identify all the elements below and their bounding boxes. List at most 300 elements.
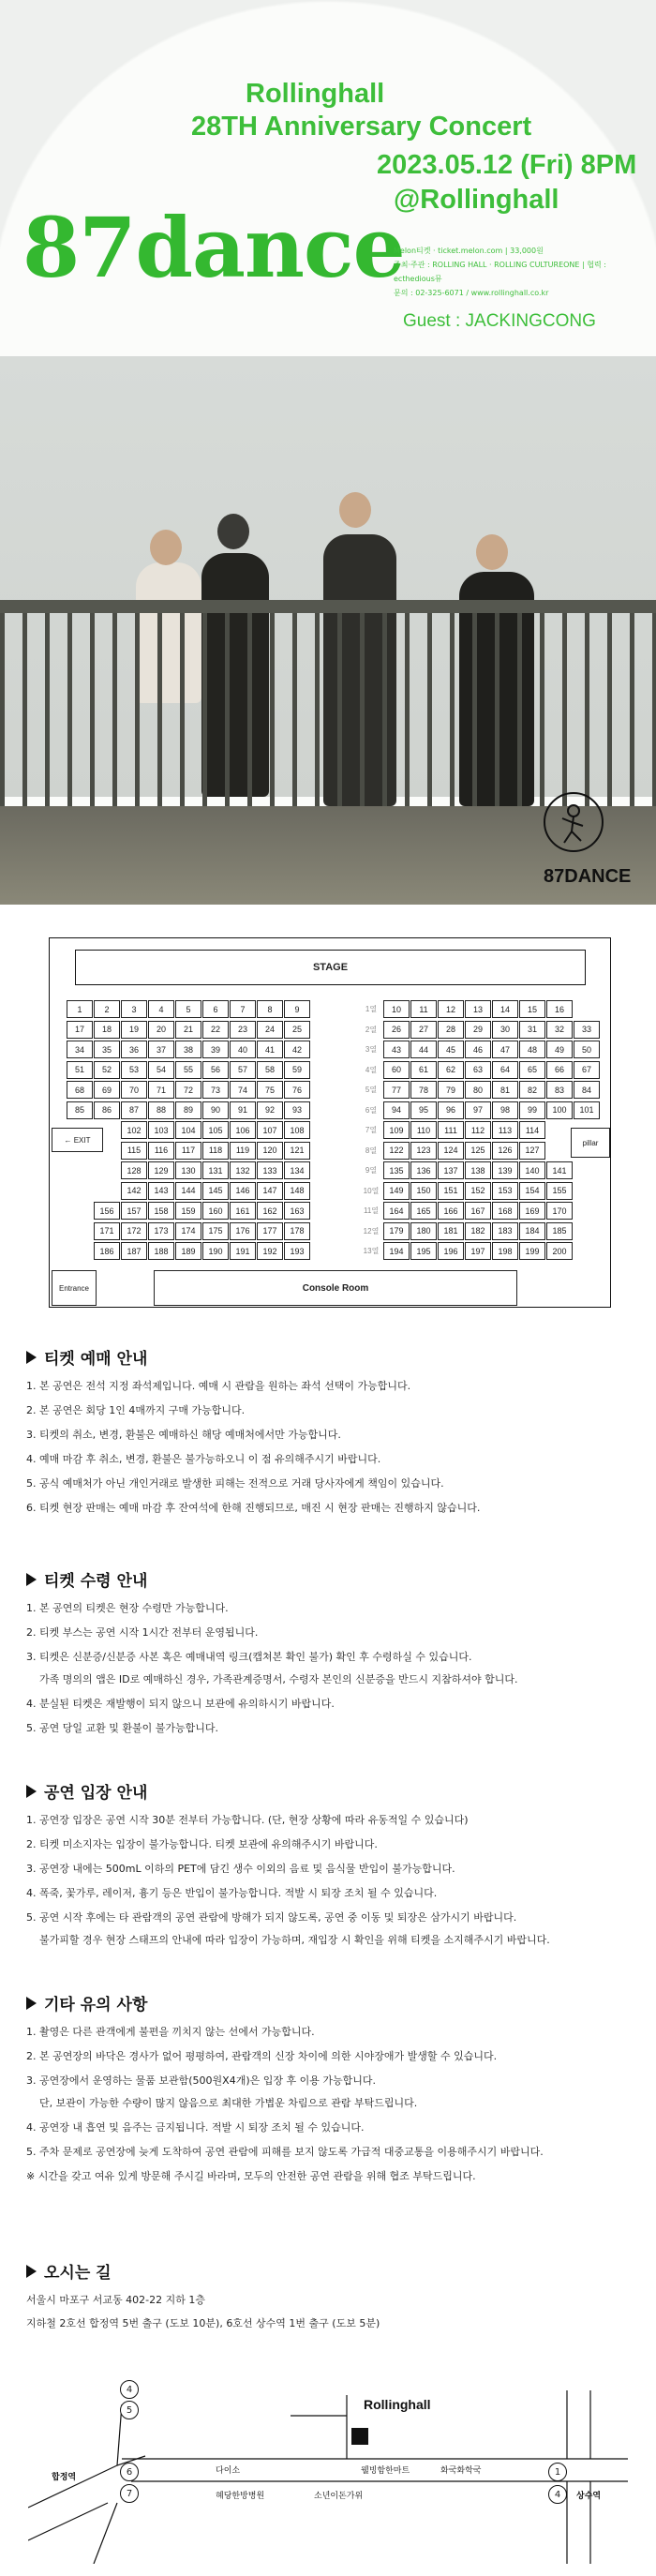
seat: 92 (257, 1101, 283, 1119)
seat: 86 (94, 1101, 120, 1119)
hapjeong-station: 합정역 (52, 2473, 77, 2482)
seat: 187 (121, 1242, 147, 1260)
seat: 23 (230, 1021, 256, 1039)
row-label: 10열 (363, 1186, 380, 1195)
seat: 134 (284, 1161, 310, 1179)
seat: 191 (230, 1242, 256, 1260)
seat: 30 (492, 1021, 518, 1039)
seat: 63 (465, 1061, 491, 1079)
notice-item: 3. 티켓의 취소, 변경, 환불은 예매하신 해당 예매처에서만 가능합니다. (26, 1429, 341, 1441)
seat: 126 (492, 1142, 518, 1160)
seat: 160 (202, 1202, 229, 1220)
seat: 19 (121, 1021, 147, 1039)
notice-item: 2. 본 공연장의 바닥은 경사가 없어 평평하여, 관람객의 신장 차이에 의한 시야장애가 발생할 수 있습니다. (26, 2050, 498, 2062)
notice-item-continuation: 가족 명의의 앱은 ID로 예매하신 경우, 가족관계증명서, 수령자 본인의 신분증을 반드시 지참하셔야 합니다. (39, 1673, 518, 1685)
poster-contact-info: 문의 : 02-325-6071 / www.rollinghall.co.kr (394, 289, 549, 297)
seat: 136 (410, 1161, 437, 1179)
seat: 186 (94, 1242, 120, 1260)
notice-item: 4. 예매 마감 후 취소, 변경, 환불은 불가능하오니 이 점 유의해주시기 바랍니다. (26, 1453, 381, 1465)
seat: 158 (148, 1202, 174, 1220)
seat: 84 (574, 1081, 600, 1099)
seat: 59 (284, 1061, 310, 1079)
seat: 123 (410, 1142, 437, 1160)
section-title (26, 2259, 635, 2283)
seat: 33 (574, 1021, 600, 1039)
row-label: 13열 (363, 1247, 380, 1255)
mart-label: 웰빙함한마트 (361, 2466, 410, 2476)
seat: 168 (492, 1202, 518, 1220)
seat: 198 (492, 1242, 518, 1260)
seat: 95 (410, 1101, 437, 1119)
seat: 57 (230, 1061, 256, 1079)
seat: 155 (546, 1182, 573, 1200)
seat: 93 (284, 1101, 310, 1119)
poster-host-info: 주최·주관 : ROLLING HALL · ROLLING CULTUREONE | 협력 : ecthedious뮤 (394, 261, 606, 283)
seat: 105 (202, 1121, 229, 1139)
seat: 58 (257, 1061, 283, 1079)
exit-4-right-marker: 4 (548, 2485, 567, 2504)
seat: 11 (410, 1000, 437, 1018)
poster-ticket-info: Melon티켓 · ticket.melon.com | 33,000원 (394, 247, 544, 255)
seat: 150 (410, 1182, 437, 1200)
seat: 43 (383, 1041, 410, 1058)
section-title (26, 1567, 635, 1591)
seat: 40 (230, 1041, 256, 1058)
exit-4-marker: 4 (120, 2380, 139, 2399)
seat: 117 (175, 1142, 201, 1160)
notice-item: 3. 공연장에서 운영하는 물품 보관함(500원X4개)은 입장 후 이용 가능합니다. 단, 보관이 가능한 수량이 많지 않음으로 최대한 가볍운 차림으로 관람 부탁드립니다. (26, 2073, 635, 2111)
seat: 35 (94, 1041, 120, 1058)
seat: 47 (492, 1041, 518, 1058)
row-label: 7열 (365, 1126, 378, 1134)
seat: 148 (284, 1182, 310, 1200)
seat: 180 (410, 1222, 437, 1240)
notice-item: 3. 공연장 내에는 500mL 이하의 PET에 담긴 생수 이외의 음료 및 음식물 반입이 불가능합니다. (26, 1863, 455, 1875)
daiso-label: 다이소 (216, 2466, 241, 2476)
poster-venue-title: Rollinghall (246, 79, 385, 109)
hospital-label: 혜당한방병원 (216, 2492, 265, 2501)
row-label: 1열 (365, 1005, 378, 1013)
location-map (28, 2376, 628, 2564)
poster-location: @Rollinghall (394, 185, 559, 215)
pharmacy-label: 화국화학국 (440, 2466, 482, 2476)
seat: 182 (465, 1222, 491, 1240)
seat: 68 (67, 1081, 93, 1099)
seat: 37 (148, 1041, 174, 1058)
seat: 51 (67, 1061, 93, 1079)
notice-item: 1. 본 공연은 전석 지정 좌석제입니다. 예매 시 관람을 원하는 좌석 선택이 가능합니다. (26, 1380, 411, 1392)
subway-info: 지하철 2호선 합정역 5번 출구 (도보 10분), 6호선 상수역 1번 출구 (도보 5분) (26, 2317, 380, 2329)
seat: 111 (438, 1121, 464, 1139)
seat: 7 (230, 1000, 256, 1018)
exit-1-marker: 1 (548, 2463, 567, 2481)
seat: 18 (94, 1021, 120, 1039)
poster-info-block (394, 244, 642, 300)
seat: 69 (94, 1081, 120, 1099)
exit-6-marker: 6 (120, 2463, 139, 2481)
rollinghall-marker: Rollinghall (364, 2397, 431, 2412)
notice-item: 5. 공식 예매처가 아닌 개인거래로 발생한 피해는 전적으로 거래 당사자에게 책임이 있습니다. (26, 1477, 444, 1490)
section-list (26, 2024, 635, 2160)
seat: 192 (257, 1242, 283, 1260)
seat: 172 (121, 1222, 147, 1240)
entrance: Entrance (52, 1270, 97, 1306)
seat: 103 (148, 1121, 174, 1139)
seat: 145 (202, 1182, 229, 1200)
poster-artist-name: 87dance (22, 199, 405, 296)
seat: 110 (410, 1121, 437, 1139)
seat: 2 (94, 1000, 120, 1018)
triangle-bullet-icon (26, 1997, 37, 2010)
seat: 85 (67, 1101, 93, 1119)
triangle-bullet-icon (26, 2265, 37, 2278)
seat: 62 (438, 1061, 464, 1079)
seat: 176 (230, 1222, 256, 1240)
seat: 167 (465, 1202, 491, 1220)
seat: 36 (121, 1041, 147, 1058)
seat: 27 (410, 1021, 437, 1039)
address-block (26, 2292, 635, 2331)
seat: 122 (383, 1142, 410, 1160)
seat: 173 (148, 1222, 174, 1240)
seat: 4 (148, 1000, 174, 1018)
seat: 154 (519, 1182, 545, 1200)
seat: 153 (492, 1182, 518, 1200)
seat: 67 (574, 1061, 600, 1079)
ticket-booking-section (26, 1345, 635, 1524)
seat: 52 (94, 1061, 120, 1079)
seat: 185 (546, 1222, 573, 1240)
notice-item: 4. 공연장 내 흡연 및 음주는 금지됩니다. 적발 시 퇴장 조치 될 수 있습니다. (26, 2121, 365, 2134)
seat: 34 (67, 1041, 93, 1058)
seat: 166 (438, 1202, 464, 1220)
seat: 42 (284, 1041, 310, 1058)
seat: 115 (121, 1142, 147, 1160)
seat: 194 (383, 1242, 410, 1260)
seat: 31 (519, 1021, 545, 1039)
seat: 73 (202, 1081, 229, 1099)
ticket-pickup-section (26, 1567, 635, 1745)
seat: 61 (410, 1061, 437, 1079)
seat: 60 (383, 1061, 410, 1079)
seat: 77 (383, 1081, 410, 1099)
seat: 132 (230, 1161, 256, 1179)
seat: 137 (438, 1161, 464, 1179)
notice-item: 5. 공연 당일 교환 및 환불이 불가능합니다. (26, 1722, 218, 1734)
seat: 38 (175, 1041, 201, 1058)
seat: 139 (492, 1161, 518, 1179)
section-title (26, 1991, 635, 2014)
pillar: pillar (571, 1128, 610, 1158)
seat: 16 (546, 1000, 573, 1018)
seat: 45 (438, 1041, 464, 1058)
seat: 143 (148, 1182, 174, 1200)
seat: 64 (492, 1061, 518, 1079)
seat: 98 (492, 1101, 518, 1119)
seat: 94 (383, 1101, 410, 1119)
notice-item-continuation: 단, 보관이 가능한 수량이 많지 않음으로 최대한 가볍운 차림으로 관람 부탁드립니다. (39, 2097, 418, 2109)
row-label: 3열 (365, 1045, 378, 1054)
directions-section (26, 2259, 635, 2339)
seat: 128 (121, 1161, 147, 1179)
seat: 22 (202, 1021, 229, 1039)
seat: 171 (94, 1222, 120, 1240)
seat: 3 (121, 1000, 147, 1018)
restaurant-label: 소년이돈가위 (314, 2492, 364, 2501)
concert-poster (0, 0, 656, 905)
seat: 178 (284, 1222, 310, 1240)
dancing-figure-logo-icon (544, 792, 604, 852)
seat: 189 (175, 1242, 201, 1260)
seat: 97 (465, 1101, 491, 1119)
section-title (26, 1345, 635, 1369)
notice-item: 1. 촬영은 다른 관객에게 불편을 끼치지 않는 선에서 가능합니다. (26, 2026, 315, 2038)
seat: 119 (230, 1142, 256, 1160)
seat: 116 (148, 1142, 174, 1160)
footnote: ※ 시간을 갖고 여유 있게 방문해 주시길 바라며, 모두의 안전한 공연 관람을 위해 협조 부탁드립니다. (26, 2170, 476, 2182)
row-label: 8열 (365, 1146, 378, 1155)
seat: 12 (438, 1000, 464, 1018)
seat: 157 (121, 1202, 147, 1220)
section-list (26, 1812, 635, 1948)
map-roads (28, 2376, 628, 2564)
seat: 196 (438, 1242, 464, 1260)
seat: 131 (202, 1161, 229, 1179)
section-title (26, 1779, 635, 1803)
seat: 163 (284, 1202, 310, 1220)
seat: 124 (438, 1142, 464, 1160)
seat: 41 (257, 1041, 283, 1058)
seat: 26 (383, 1021, 410, 1039)
seat: 144 (175, 1182, 201, 1200)
seat: 15 (519, 1000, 545, 1018)
seat: 72 (175, 1081, 201, 1099)
seat: 104 (175, 1121, 201, 1139)
seat: 170 (546, 1202, 573, 1220)
seat: 24 (257, 1021, 283, 1039)
exit-5-marker: 5 (120, 2401, 139, 2419)
row-label: 9열 (365, 1166, 378, 1175)
seat: 91 (230, 1101, 256, 1119)
seat: 118 (202, 1142, 229, 1160)
seat: 28 (438, 1021, 464, 1039)
seat: 79 (438, 1081, 464, 1099)
seat: 127 (519, 1142, 545, 1160)
row-label: 4열 (365, 1065, 378, 1074)
seat: 125 (465, 1142, 491, 1160)
seat: 56 (202, 1061, 229, 1079)
notice-item: 2. 티켓 부스는 공연 시작 1시간 전부터 운영됩니다. (26, 1626, 259, 1639)
seat: 49 (546, 1041, 573, 1058)
seat: 121 (284, 1142, 310, 1160)
seat: 66 (546, 1061, 573, 1079)
band-member-1-head (150, 530, 182, 565)
seat: 107 (257, 1121, 283, 1139)
seat: 113 (492, 1121, 518, 1139)
seat: 70 (121, 1081, 147, 1099)
triangle-bullet-icon (26, 1785, 37, 1798)
seat: 162 (257, 1202, 283, 1220)
seat: 133 (257, 1161, 283, 1179)
seat: 161 (230, 1202, 256, 1220)
band-member-3-head (339, 492, 371, 528)
seat: 53 (121, 1061, 147, 1079)
seat: 197 (465, 1242, 491, 1260)
band-member-2-head (217, 514, 249, 549)
seat: 112 (465, 1121, 491, 1139)
stage: STAGE (75, 950, 586, 985)
sangsu-station: 상수역 (576, 2492, 602, 2501)
seat: 156 (94, 1202, 120, 1220)
seat: 46 (465, 1041, 491, 1058)
seat: 6 (202, 1000, 229, 1018)
seat: 175 (202, 1222, 229, 1240)
seat: 140 (519, 1161, 545, 1179)
seat: 87 (121, 1101, 147, 1119)
seat: 101 (574, 1101, 600, 1119)
poster-concert-title: 28TH Anniversary Concert (191, 112, 532, 142)
section-title-text: 오시는 길 (44, 2264, 112, 2283)
seat: 109 (383, 1121, 410, 1139)
seat: 114 (519, 1121, 545, 1139)
seat: 147 (257, 1182, 283, 1200)
seat: 74 (230, 1081, 256, 1099)
seat: 149 (383, 1182, 410, 1200)
seat: 81 (492, 1081, 518, 1099)
seat: 32 (546, 1021, 573, 1039)
seat: 141 (546, 1161, 573, 1179)
seat: 200 (546, 1242, 573, 1260)
seat: 146 (230, 1182, 256, 1200)
seat: 78 (410, 1081, 437, 1099)
notice-item-continuation: 불가피할 경우 현장 스태프의 안내에 따라 입장이 가능하며, 재입장 시 확인을 위해 티켓을 소지해주시기 바랍니다. (39, 1934, 550, 1946)
seat: 164 (383, 1202, 410, 1220)
seat: 120 (257, 1142, 283, 1160)
console-room: Console Room (154, 1270, 517, 1306)
seat: 129 (148, 1161, 174, 1179)
seat: 130 (175, 1161, 201, 1179)
seat: 21 (175, 1021, 201, 1039)
other-notes-section (26, 1991, 635, 2183)
seat: 90 (202, 1101, 229, 1119)
seat: 9 (284, 1000, 310, 1018)
seat: 17 (67, 1021, 93, 1039)
seat: 159 (175, 1202, 201, 1220)
seat: 195 (410, 1242, 437, 1260)
section-title-text: 티켓 예매 안내 (44, 1350, 148, 1369)
seat: 184 (519, 1222, 545, 1240)
seat: 152 (465, 1182, 491, 1200)
notice-item: 2. 본 공연은 회당 1인 4매까지 구매 가능합니다. (26, 1404, 246, 1416)
section-list (26, 1378, 635, 1516)
notice-item: 6. 티켓 현장 판매는 예매 마감 후 잔여석에 한해 진행되므로, 매진 시 현장 판매는 진행하지 않습니다. (26, 1502, 481, 1514)
notice-item: 3. 티켓은 신분증/신분증 사본 혹은 예매내역 링크(캡쳐본 확인 불가) 확인 후 수령하실 수 있습니다. 가족 명의의 앱은 ID로 예매하신 경우, 가족관계증명서, 수령자 본인의 신분증을 반드시 지참하셔야 합니다. (26, 1649, 635, 1687)
notice-item: 1. 본 공연의 티켓은 현장 수령만 가능합니다. (26, 1602, 229, 1614)
seat: 39 (202, 1041, 229, 1058)
notice-item: 4. 분실된 티켓은 재발행이 되지 않으니 보관에 유의하시기 바랍니다. (26, 1698, 335, 1710)
notice-item: 5. 주차 문제로 공연장에 늦게 도착하여 공연 관람에 피해를 보지 않도록 가급적 대중교통을 이용해주시기 바랍니다. (26, 2146, 544, 2158)
seat: 99 (519, 1101, 545, 1119)
seat: 96 (438, 1101, 464, 1119)
exit-7-marker: 7 (120, 2484, 139, 2503)
seat: 1 (67, 1000, 93, 1018)
seat: 10 (383, 1000, 410, 1018)
triangle-bullet-icon (26, 1351, 37, 1364)
row-label: 12열 (363, 1226, 380, 1236)
entry-guide-section (26, 1779, 635, 1956)
seat: 100 (546, 1101, 573, 1119)
seat: 151 (438, 1182, 464, 1200)
seat: 82 (519, 1081, 545, 1099)
seat: 88 (148, 1101, 174, 1119)
seat: 177 (257, 1222, 283, 1240)
seat: 44 (410, 1041, 437, 1058)
poster-date: 2023.05.12 (Fri) 8PM (377, 150, 637, 180)
seat: 50 (574, 1041, 600, 1058)
seat: 48 (519, 1041, 545, 1058)
seat: 183 (492, 1222, 518, 1240)
notice-item: 5. 공연 시작 후에는 타 관람객의 공연 관람에 방해가 되지 않도록, 공연 중 이동 및 퇴장은 삼가시기 바랍니다. 불가피할 경우 현장 스태프의 안내에 따라 입장이 가능하며, 재입장 시 확인을 위해 티켓을 소지해주시기 바랍니다. (26, 1910, 635, 1948)
exit-label: ← EXIT (52, 1128, 103, 1152)
seat: 13 (465, 1000, 491, 1018)
seat: 20 (148, 1021, 174, 1039)
seat: 55 (175, 1061, 201, 1079)
section-title-text: 기타 유의 사항 (44, 1996, 148, 2014)
address: 서울시 마포구 서교동 402-22 지하 1층 (26, 2294, 205, 2306)
row-label: 5열 (365, 1086, 378, 1094)
seat: 179 (383, 1222, 410, 1240)
notice-item: 1. 공연장 입장은 공연 시작 30분 전부터 가능합니다. (단, 현장 상황에 따라 유동적일 수 있습니다) (26, 1814, 469, 1826)
seat: 138 (465, 1161, 491, 1179)
seat: 71 (148, 1081, 174, 1099)
section-list (26, 1600, 635, 1736)
seat: 75 (257, 1081, 283, 1099)
seat: 76 (284, 1081, 310, 1099)
section-title-text: 티켓 수령 안내 (44, 1572, 148, 1591)
seat: 165 (410, 1202, 437, 1220)
seat: 108 (284, 1121, 310, 1139)
triangle-bullet-icon (26, 1573, 37, 1586)
seat: 83 (546, 1081, 573, 1099)
seat: 25 (284, 1021, 310, 1039)
seat: 8 (257, 1000, 283, 1018)
seat: 188 (148, 1242, 174, 1260)
poster-guest: Guest : JACKINGCONG (403, 311, 596, 331)
seat: 54 (148, 1061, 174, 1079)
seat-map (49, 937, 611, 1308)
railing-top (0, 600, 656, 613)
seat: 89 (175, 1101, 201, 1119)
band-member-4-head (476, 534, 508, 570)
seat: 142 (121, 1182, 147, 1200)
seat: 181 (438, 1222, 464, 1240)
seat: 174 (175, 1222, 201, 1240)
seat: 199 (519, 1242, 545, 1260)
seat: 65 (519, 1061, 545, 1079)
section-title-text: 공연 입장 안내 (44, 1784, 148, 1803)
seat: 102 (121, 1121, 147, 1139)
band-logo: 87DANCE (544, 866, 632, 887)
row-label: 2열 (365, 1025, 378, 1034)
notice-item: 4. 폭죽, 꽃가루, 레이저, 흉기 등은 반입이 불가능합니다. 적발 시 퇴장 조치 될 수 있습니다. (26, 1887, 438, 1899)
seat: 135 (383, 1161, 410, 1179)
notice-item: 2. 티켓 미소지자는 입장이 불가능합니다. 티켓 보관에 유의해주시기 바랍니다. (26, 1838, 378, 1850)
seat: 29 (465, 1021, 491, 1039)
seat: 190 (202, 1242, 229, 1260)
row-label: 6열 (365, 1105, 378, 1115)
seat: 169 (519, 1202, 545, 1220)
seat: 193 (284, 1242, 310, 1260)
